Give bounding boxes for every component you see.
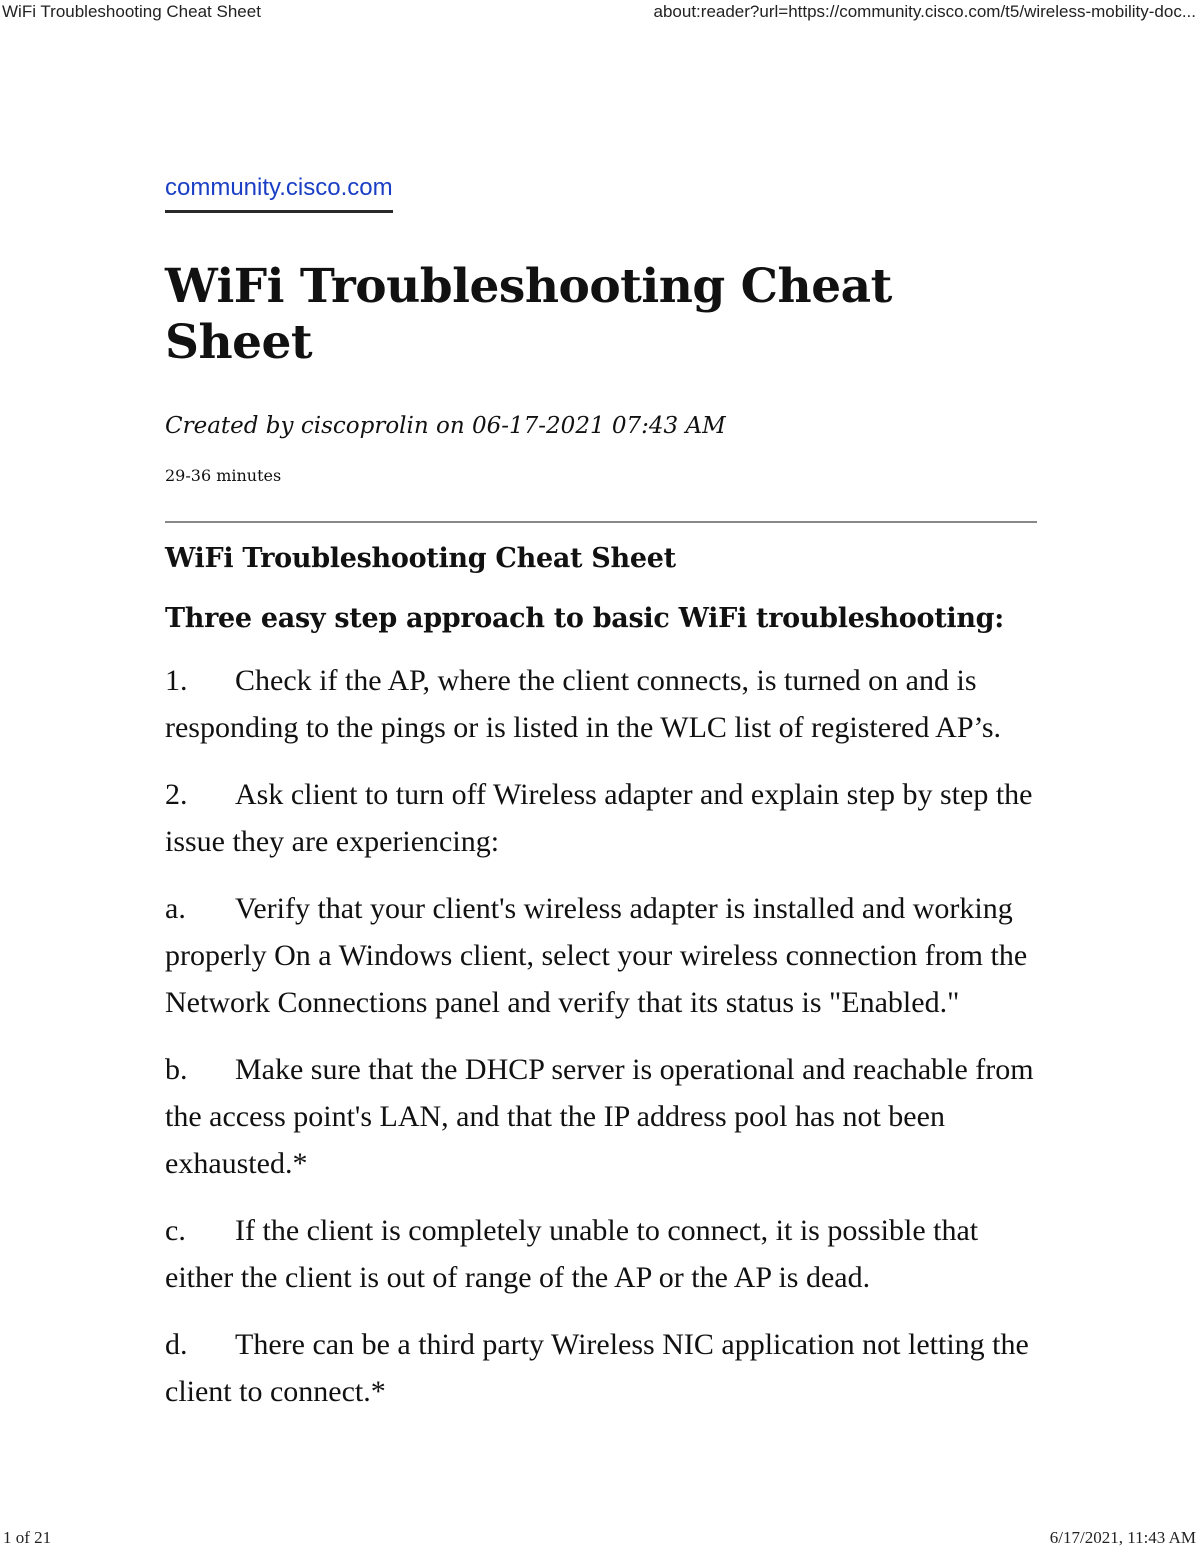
- print-header: [0, 2, 1200, 26]
- list-marker: c.: [165, 1214, 186, 1247]
- list-marker: d.: [165, 1328, 188, 1361]
- list-item-c: [165, 1207, 1037, 1301]
- list-marker: a.: [165, 892, 186, 925]
- list-item-text: Make sure that the DHCP server is operational and reachable from the access point's LAN, and that the IP address pool has not been exhausted.*: [165, 1053, 1034, 1180]
- list-marker: 1.: [165, 664, 188, 697]
- list-item-a: [165, 885, 1037, 1026]
- content-subheading: Three easy step approach to basic WiFi troubleshooting:: [165, 603, 1004, 634]
- page-count: 1 of 21: [3, 1528, 52, 1547]
- print-page-url: about:reader?url=https://community.cisco.com/t5/wireless-mobility-doc...: [653, 2, 1196, 21]
- list-item-d: [165, 1321, 1037, 1415]
- header-divider: [165, 521, 1037, 523]
- reading-time: 29-36 minutes: [165, 466, 282, 485]
- print-page-title: WiFi Troubleshooting Cheat Sheet: [2, 2, 261, 21]
- article-byline: Created by ciscoprolin on 06-17-2021 07:43 AM: [165, 413, 726, 439]
- article-title: WiFi Troubleshooting Cheat Sheet: [165, 259, 892, 370]
- source-domain-link[interactable]: community.cisco.com: [165, 172, 393, 213]
- print-footer: [0, 1528, 1200, 1552]
- list-item-text: Verify that your client's wireless adapter is installed and working properly On a Windows client, select your wireless connection from the Network Connections panel and verify that its status is "Enabled.": [165, 892, 1028, 1019]
- list-marker: 2.: [165, 778, 188, 811]
- list-marker: b.: [165, 1053, 188, 1086]
- list-item-text: If the client is completely unable to connect, it is possible that either the client is out of range of the AP or the AP is dead.: [165, 1214, 979, 1294]
- list-item-text: There can be a third party Wireless NIC application not letting the client to connect.*: [165, 1328, 1029, 1408]
- list-item-text: Ask client to turn off Wireless adapter and explain step by step the issue they are experiencing:: [165, 778, 1033, 858]
- content-heading: WiFi Troubleshooting Cheat Sheet: [165, 543, 676, 574]
- print-datetime: 6/17/2021, 11:43 AM: [1049, 1528, 1196, 1547]
- list-item-2: [165, 771, 1037, 865]
- list-item-1: [165, 657, 1037, 751]
- reader-view-article: [165, 172, 1037, 1415]
- list-item-text: Check if the AP, where the client connects, is turned on and is responding to the pings or is listed in the WLC list of registered AP’s.: [165, 664, 1002, 744]
- list-item-b: [165, 1046, 1037, 1187]
